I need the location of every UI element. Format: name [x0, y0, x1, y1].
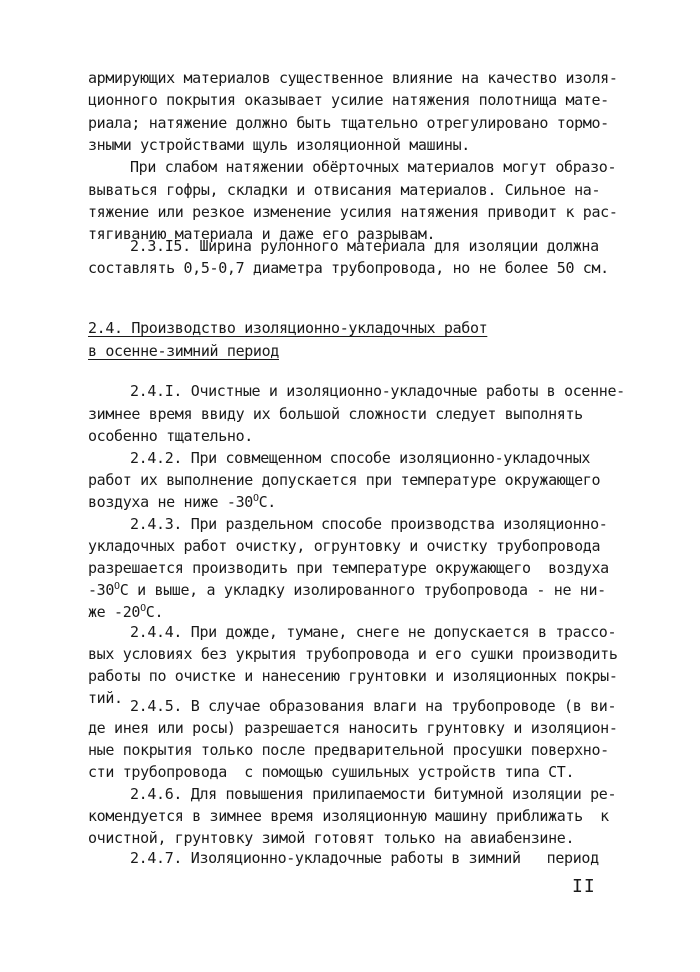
text-line: 2.4.I. Очистные и изоляционно-укладочные работы в осенне- — [130, 382, 625, 400]
text-line: тий. — [88, 689, 123, 707]
text-line: ционного покрытия оказывает усилие натяжения полотнища мате- — [88, 91, 609, 109]
degree-mark: O — [140, 603, 146, 614]
text-line: 2.4.2. При совмещенном способе изоляционно-укладочных — [130, 449, 591, 467]
page-number: II — [572, 876, 596, 897]
text-line: комендуется в зимнее время изоляционную машину приближать к — [88, 807, 609, 825]
text-line: тяжение или резкое изменение усилия натяжения приводит к рас- — [88, 203, 618, 221]
text-line: 2.4.3. При раздельном способе производства изоляционно- — [130, 515, 608, 533]
text-line: 2.4.6. Для повышения прилипаемости битумной изоляции ре- — [130, 785, 617, 803]
text-line: разрешается производить при температуре окружающего воздуха — [88, 559, 609, 577]
text-fragment: C и выше, а укладку изолированного трубопровода - не ни- — [119, 581, 606, 599]
text-line: риала; натяжение должно быть тщательно отрегулировано тормо- — [88, 114, 609, 132]
text-line: де инея или росы) разрешается наносить грунтовку и изоляцион- — [88, 719, 618, 737]
degree-mark: O — [252, 493, 259, 504]
text-line: вываться гофры, складки и отвисания материалов. Сильное на- — [88, 181, 601, 199]
text-line: вых условиях без укрытия трубопровода и его сушки производить — [88, 645, 618, 663]
text-line: очистной, грунтовку зимой готовят только на авиабензине. — [88, 829, 575, 847]
degree-mark: O — [114, 581, 120, 592]
text-line: 2.4.7. Изоляционно-укладочные работы в зимний период — [130, 849, 599, 867]
text-line: 2.3.I5. Ширина рулонного материала для изоляции должна — [130, 237, 599, 255]
text-fragment: C. — [145, 603, 164, 621]
heading-line: в осенне-зимний период — [88, 342, 279, 360]
text-fragment: C. — [258, 493, 276, 511]
text-line: 2.4.4. При дожде, тумане, снеге не допускается в трассо- — [130, 623, 617, 641]
text-line: 2.4.5. В случае образования влаги на трубопроводе (в ви- — [130, 697, 617, 715]
text-line: особенно тщательно. — [88, 427, 253, 445]
text-line: укладочных работ очистку, огрунтовку и очистку трубопровода — [88, 537, 601, 555]
text-line: сти трубопровода с помощью сушильных устройств типа СТ. — [88, 763, 575, 781]
text-line: ные покрытия только после предварительной просушки поверхно- — [88, 741, 609, 759]
text-fragment: же -20 — [88, 603, 141, 621]
text-line: составлять 0,5-0,7 диаметра трубопровода, но не более 50 см. — [88, 259, 609, 277]
text-line: зными устройствами щуль изоляционной машины. — [88, 136, 470, 154]
text-line — [88, 492, 276, 512]
text-line: армирующих материалов существенное влияние на качество изоля- — [88, 69, 618, 87]
text-line: работы по очистке и нанесению грунтовки и изоляционных покры- — [88, 667, 618, 685]
text-line: тягиванию материала и даже его разрывам. — [88, 225, 436, 243]
heading-line: 2.4. Производство изоляционно-укладочных работ — [88, 319, 488, 337]
text-line — [88, 580, 606, 600]
text-line: работ их выполнение допускается при температуре окружающего — [88, 471, 601, 489]
text-fragment: воздуха не ниже -30 — [88, 493, 253, 511]
text-fragment: -30 — [88, 581, 115, 599]
text-line: зимнее время ввиду их большой сложности следует выполнять — [88, 405, 583, 423]
text-line: При слабом натяжении обёрточных материалов могут образо- — [130, 158, 617, 176]
text-line — [88, 602, 163, 622]
